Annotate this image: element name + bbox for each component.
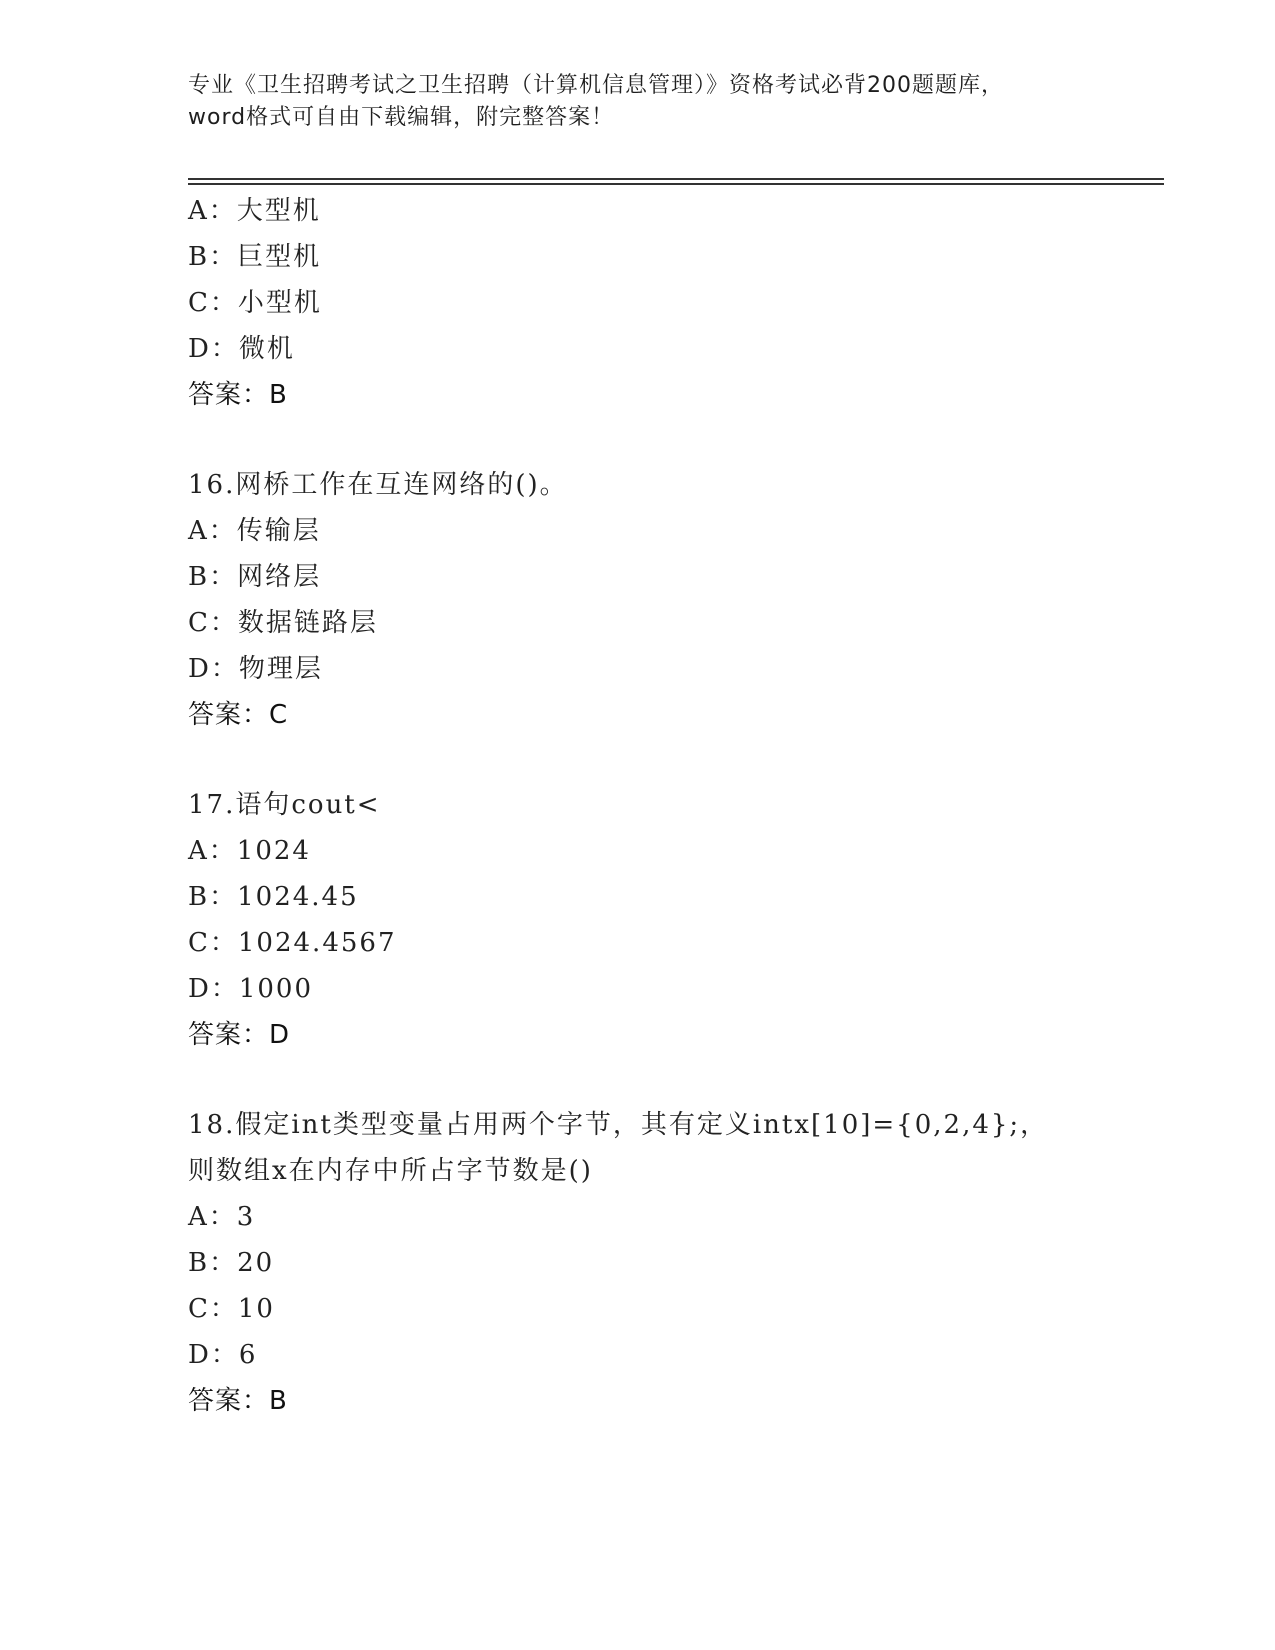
option-d: D：微机 [188,334,295,364]
question-16 [188,462,1148,738]
header-title-line-1: 专业《卫生招聘考试之卫生招聘（计算机信息管理）》资格考试必背200题题库， [188,73,1004,98]
option-a: A：大型机 [188,196,321,226]
spacer [188,1058,1148,1102]
question-17 [188,782,1148,1058]
question-text: 16.网桥工作在互连网络的()。 [188,470,568,500]
answer-line: 答案：B [188,380,288,410]
document-header [188,70,1088,134]
answer-line: 答案：C [188,700,289,730]
header-divider-top [188,178,1164,180]
option-b: B：网络层 [188,562,322,592]
option-c: C：1024.4567 [188,928,397,958]
question-text: 17.语句cout< [188,790,381,820]
header-title-line-2: word格式可自由下载编辑，附完整答案！ [188,105,615,130]
option-c: C：10 [188,1294,275,1324]
answer-line: 答案：B [188,1386,288,1416]
option-d: D：6 [188,1340,258,1370]
option-c: C：小型机 [188,288,322,318]
option-a: A：传输层 [188,516,321,546]
option-b: B：20 [188,1248,275,1278]
option-c: C：数据链路层 [188,608,378,638]
question-list [188,188,1148,1424]
option-d: D：物理层 [188,654,323,684]
option-a: A：1024 [188,836,311,866]
question-text-line-1: 18.假定int类型变量占用两个字节，其有定义intx[10]={0,2,4};， [188,1110,1049,1140]
spacer [188,418,1148,462]
question-15 [188,188,1148,418]
answer-line: 答案：D [188,1020,291,1050]
option-a: A：3 [188,1202,256,1232]
spacer [188,738,1148,782]
option-b: B：1024.45 [188,882,359,912]
option-b: B：巨型机 [188,242,322,272]
header-divider-bottom [188,183,1164,185]
question-18 [188,1102,1148,1424]
question-text-line-2: 则数组x在内存中所占字节数是() [188,1156,593,1186]
option-d: D：1000 [188,974,314,1004]
